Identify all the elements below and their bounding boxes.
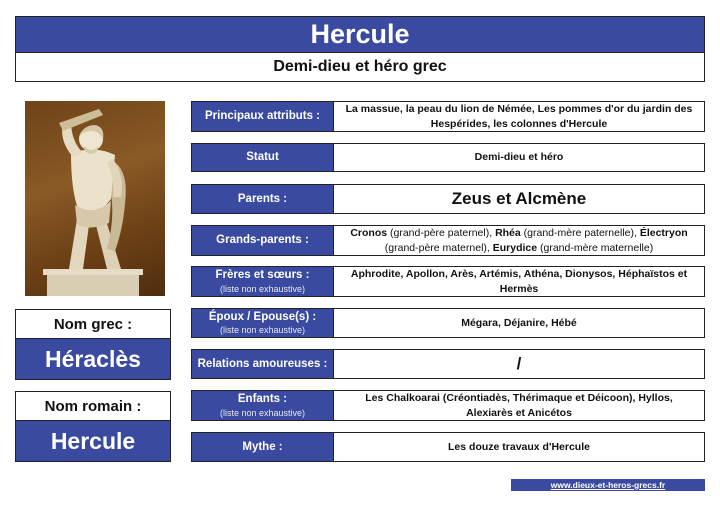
spouses-note: (liste non exhaustive): [219, 325, 306, 336]
siblings-value: Aphrodite, Apollon, Arès, Artémis, Athéna, Dionysos, Héphaïstos et Hermès: [334, 267, 704, 296]
roman-name-value: Hercule: [16, 421, 170, 461]
siblings-note: (liste non exhaustive): [219, 283, 306, 294]
myth-value: Les douze travaux d'Hercule: [334, 433, 704, 461]
greek-name-value: Héraclès: [16, 339, 170, 379]
siblings-label: Frères et sœurs : (liste non exhaustive): [192, 267, 334, 296]
myth-label: Mythe :: [192, 433, 334, 461]
attributes-label: Principaux attributs :: [192, 102, 334, 131]
attributes-value: La massue, la peau du lion de Némée, Les pommes d'or du jardin des Hespérides, les colonnes d'Hercule: [334, 102, 704, 131]
children-row: [191, 390, 705, 421]
lovers-value: /: [334, 350, 704, 378]
hercules-statue-image: [25, 101, 165, 296]
parents-value: Zeus et Alcmène: [334, 185, 704, 213]
page-title: Hercule: [15, 16, 705, 53]
status-value: Demi-dieu et héro: [334, 144, 704, 171]
website-link[interactable]: www.dieux-et-heros-grecs.fr: [511, 479, 705, 491]
parents-row: [191, 184, 705, 214]
parents-label: Parents :: [192, 185, 334, 213]
grandparents-label: Grands-parents :: [192, 226, 334, 255]
status-row: [191, 143, 705, 172]
page-subtitle: Demi-dieu et héro grec: [15, 53, 705, 82]
roman-name-box: [15, 391, 171, 462]
grandparents-value: Cronos (grand-père paternel), Rhéa (grand-mère paternelle), Électryon (grand-père maternel), Eurydice (grand-mère maternelle): [334, 226, 704, 255]
myth-row: [191, 432, 705, 462]
lovers-row: [191, 349, 705, 379]
children-note: (liste non exhaustive): [219, 407, 306, 418]
children-value: Les Chalkoarai (Créontiadès, Thérimaque et Déicoon), Hyllos, Alexiarès et Anicétos: [334, 391, 704, 420]
spouses-label: Époux / Epouse(s) : (liste non exhaustive): [192, 309, 334, 337]
attributes-row: [191, 101, 705, 132]
statue-illustration: [25, 101, 165, 296]
greek-name-box: [15, 309, 171, 380]
siblings-row: [191, 266, 705, 297]
greek-name-label: Nom grec :: [16, 310, 170, 339]
status-label: Statut: [192, 144, 334, 171]
lovers-label: Relations amoureuses :: [192, 350, 334, 378]
spouses-row: [191, 308, 705, 338]
children-label: Enfants : (liste non exhaustive): [192, 391, 334, 420]
grandparents-row: [191, 225, 705, 256]
roman-name-label: Nom romain :: [16, 392, 170, 421]
spouses-value: Mégara, Déjanire, Hébé: [334, 309, 704, 337]
